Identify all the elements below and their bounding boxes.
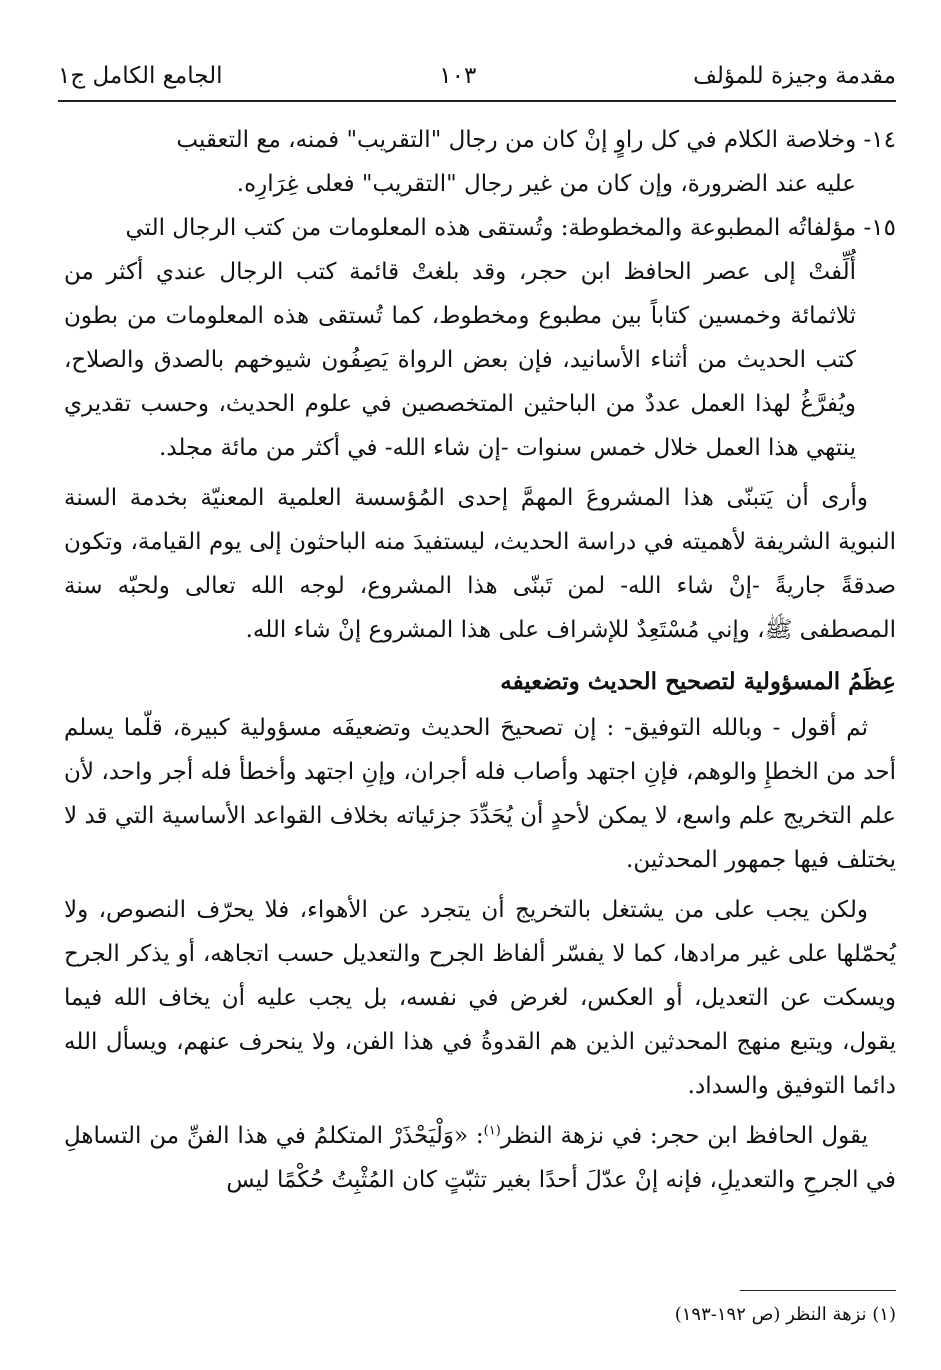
item-first-line: وخلاصة الكلام في كل راوٍ إنْ كان من رجال "التقريب" فمنه، مع التعقيب xyxy=(176,127,857,153)
header-divider xyxy=(58,100,896,102)
paragraph-quote xyxy=(64,1114,896,1202)
paragraph-method: ولكن يجب على من يشتغل بالتخريج أن يتجرد عن الأهواء، فلا يحرّف النصوص، ولا يُحمّلها على غير مرادها، كما لا يفسّر ألفاظ الجرح والتعديل حسب اتجاهه، أو يذكر الجرح ويسكت عن التعديل، أو العكس، لغرض في نفسه، بل يجب عليه أن يخاف الله فيما يقول، ويتبع منهج المحدثين الذين هم القدوةُ في هذا الفن، ولا ينحرف عنهم، ويسأل الله دائما التوفيق والسداد. xyxy=(64,897,896,1099)
quote-text: : «وَلْيَحْذَرْ المتكلمُ في هذا الفنِّ من التساهلِ في الجرحِ والتعديلِ، فإنه إنْ عدّلَ أحدًا بغير تثبّتٍ كان المُثْبِتُ حُكْمًا ليس xyxy=(64,1123,896,1193)
section-heading: عِظَمُ المسؤولية لتصحيح الحديث وتضعيفه xyxy=(500,668,896,695)
paragraph-project: وأرى أن يَتبنّى هذا المشروعَ المهمَّ إحدى المُؤسسة العلمية المعنيّة بخدمة السنة النبوية الشريفة لأهميته في دراسة الحديث، ليستفيدَ منه الباحثون إلى يوم القيامة، وتكون صدقةً جاريةً -إنْ شاء الله- لمن تَبنّى هذا المشروع، لوجه الله تعالى ولحبّه سنة المصطفى ﷺ، وإني مُسْتَعِدٌ للإشراف على هذا المشروع إنْ شاء الله. xyxy=(64,485,896,643)
running-head xyxy=(58,56,896,96)
item-continuation: عليه عند الضرورة، وإن كان من غير رجال "التقريب" فعلى غِرَارِه. xyxy=(236,171,856,197)
quote-intro: يقول الحافظ ابن حجر: في نزهة النظر xyxy=(500,1123,868,1149)
paragraph-responsibility: ثم أقول - وبالله التوفيق- : إن تصحيحَ الحديث وتضعيفَه مسؤولية كبيرة، قلّما يسلم أحد من الخطإِ والوهم، فإنِ اجتهد وأصاب فله أجران، وإنِ اجتهد وأخطأ فله أجر واحد، لأن علم التخريج علم واسع، لا يمكن لأحدٍ أن يُحَدِّدَ جزئياته بخلاف القواعد الأساسية التي قد لا يختلف فيها جمهور المحدثين. xyxy=(64,715,896,873)
item-first-line: مؤلفاتُه المطبوعة والمخطوطة: وتُستقى هذه المعلومات من كتب الرجال التي xyxy=(125,215,857,241)
list-item-14 xyxy=(64,118,896,206)
footnote-mark: (١) xyxy=(872,1304,896,1325)
footnote-divider xyxy=(740,1290,896,1291)
book-title: الجامع الكامل ج١ xyxy=(58,63,223,89)
footnote-reference: (١) xyxy=(483,1123,501,1139)
item-continuation: أُلِّفتْ إلى عصر الحافظ ابن حجر، وقد بلغتْ قائمة كتب الرجال عندي أكثر من ثلاثمائة وخمسين كتاباً بين مطبوع ومخطوط، كما تُستقى هذه المعلومات من بطون كتب الحديث من أثناء الأسانيد، فإن بعض الرواة يَصِفُون شيوخهم بالصدق والصلاح، ويُفرَّغُ لهذا العمل عددٌ من الباحثين المتخصصين في علوم الحديث، وحسب تقديري ينتهي هذا العمل خلال خمس سنوات -إن شاء الله- في أكثر من مائة مجلد. xyxy=(64,259,856,461)
footnote-text: نزهة النظر (ص ١٩٢-١٩٣) xyxy=(674,1304,867,1325)
page-number: ١٠٣ xyxy=(439,63,477,89)
chapter-title: مقدمة وجيزة للمؤلف xyxy=(693,63,896,89)
item-number: ١٤- xyxy=(863,127,896,153)
list-item-15 xyxy=(64,206,896,470)
footnote xyxy=(64,1300,896,1330)
main-text xyxy=(64,118,896,1202)
item-number: ١٥- xyxy=(863,215,896,241)
